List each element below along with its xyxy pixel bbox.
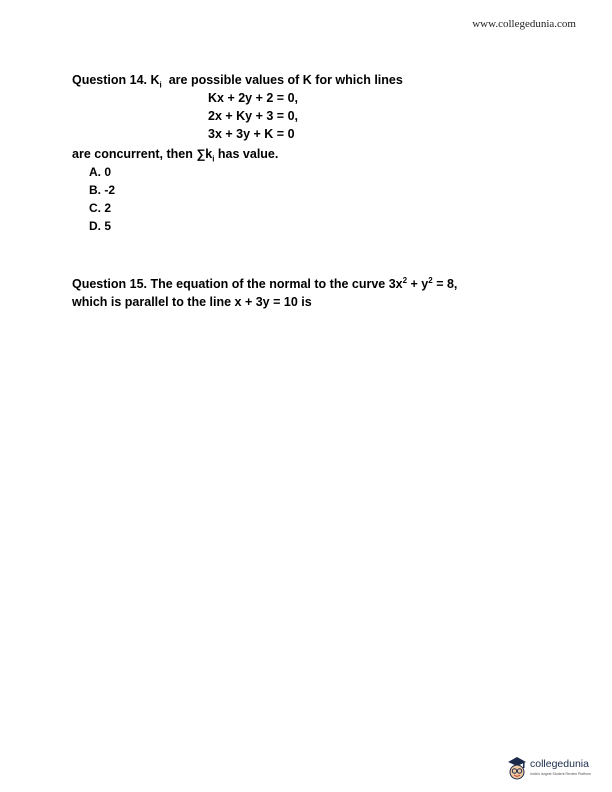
- question-15-superscript-1: 2: [402, 275, 408, 285]
- question-15-line-1-mid: + y: [407, 277, 429, 291]
- equation-3: 3x + 3y + K = 0: [208, 127, 295, 141]
- equation-1: Kx + 2y + 2 = 0,: [208, 91, 298, 105]
- question-14-prefix: Question 14. K: [72, 73, 160, 87]
- question-14-tail-subscript: i: [212, 154, 215, 164]
- question-14-subscript: i: [159, 80, 162, 90]
- question-15-superscript-2: 2: [428, 275, 433, 285]
- question-14-tail: [72, 146, 278, 163]
- question-14-tail-pre: are concurrent, then ∑k: [72, 147, 213, 161]
- option-b: B. -2: [89, 183, 116, 197]
- option-d: D. 5: [89, 219, 112, 233]
- question-14-title: [72, 72, 403, 89]
- mascot-icon: [506, 754, 528, 784]
- question-14-tail-post: has value.: [214, 147, 279, 161]
- collegedunia-logo: [506, 752, 606, 786]
- question-15-line-1: [72, 276, 457, 293]
- equation-2: 2x + Ky + 3 = 0,: [208, 109, 298, 123]
- brand-tagline: India's largest Student Review Platform: [530, 772, 591, 776]
- question-15-line-2: which is parallel to the line x + 3y = 10 is: [72, 295, 312, 309]
- question-15-line-1-pre: Question 15. The equation of the normal to the curve 3x: [72, 277, 403, 291]
- question-14-suffix: are possible values of K for which lines: [161, 73, 403, 87]
- header-url: www.collegedunia.com: [472, 18, 576, 30]
- brand-name: collegedunia: [530, 758, 589, 770]
- question-15-line-1-post: = 8,: [432, 277, 458, 291]
- option-c: C. 2: [89, 201, 112, 215]
- option-a: A. 0: [89, 165, 112, 179]
